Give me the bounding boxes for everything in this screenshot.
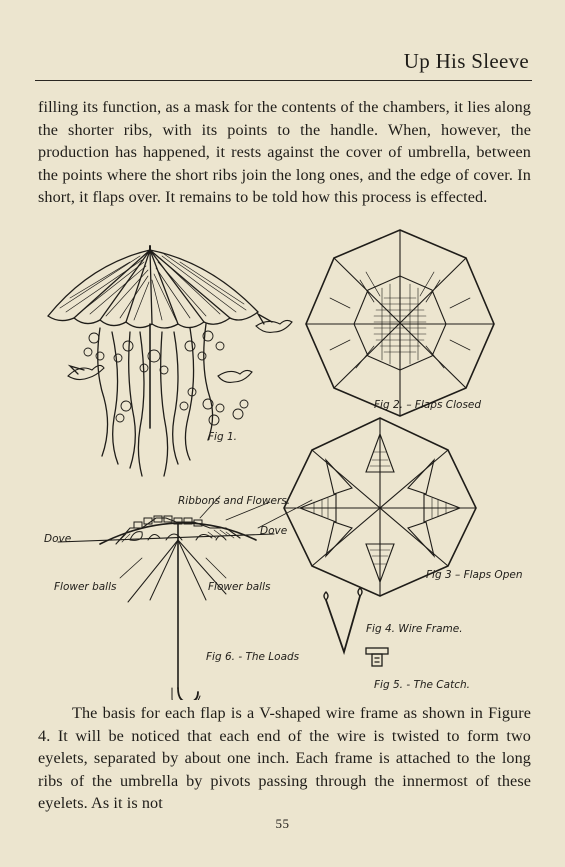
figure-plate [30,228,540,700]
fig6-caption: Fig 6. - The Loads [206,651,300,663]
fig5-caption: Fig 5. - The Catch. [374,679,470,691]
label-flower-balls-right: Flower balls [208,581,271,593]
running-head-title: Up His Sleeve [403,49,529,73]
fig4-caption: Fig 4. Wire Frame. [366,623,463,635]
fig2-caption: Fig 2. – Flaps Closed [374,399,482,411]
paragraph-top: filling its function, as a mask for the contents of the chambers, it lies along the shorter ribs, with its points to the handle. When, however, the production has happened, it rests against the cover of umbrella, between the points where the short ribs join the long ones, and the edge of cover. In short, it flaps over. It remains to be told how this process is effected. [38,98,531,206]
header-rule [35,80,532,81]
label-dove-right: Dove [260,525,288,537]
fig5-catch-drawing [366,648,388,666]
fig2-flaps-closed-drawing [306,230,494,416]
label-flower-balls-left: Flower balls [54,581,117,593]
fig4-wire-frame-drawing [324,588,362,652]
fig1-umbrella-drawing [48,246,292,476]
paragraph-bottom: The basis for each flap is a V-shaped wire frame as shown in Figure 4. It will be noticed that each end of the wire is twisted to form two eyelets, separated by about one inch. Each frame is attached to the long ribs of the umbrella by pivots passing through the innermost of these eyelets. As it is not [38,704,531,812]
fig3-caption: Fig 3 – Flaps Open [426,569,523,581]
fig1-caption: Fig 1. [208,431,237,443]
label-ribbons-and-flowers: Ribbons and Flowers. [178,495,291,507]
page-number: 55 [275,816,290,831]
label-dove-left: Dove [44,533,72,545]
